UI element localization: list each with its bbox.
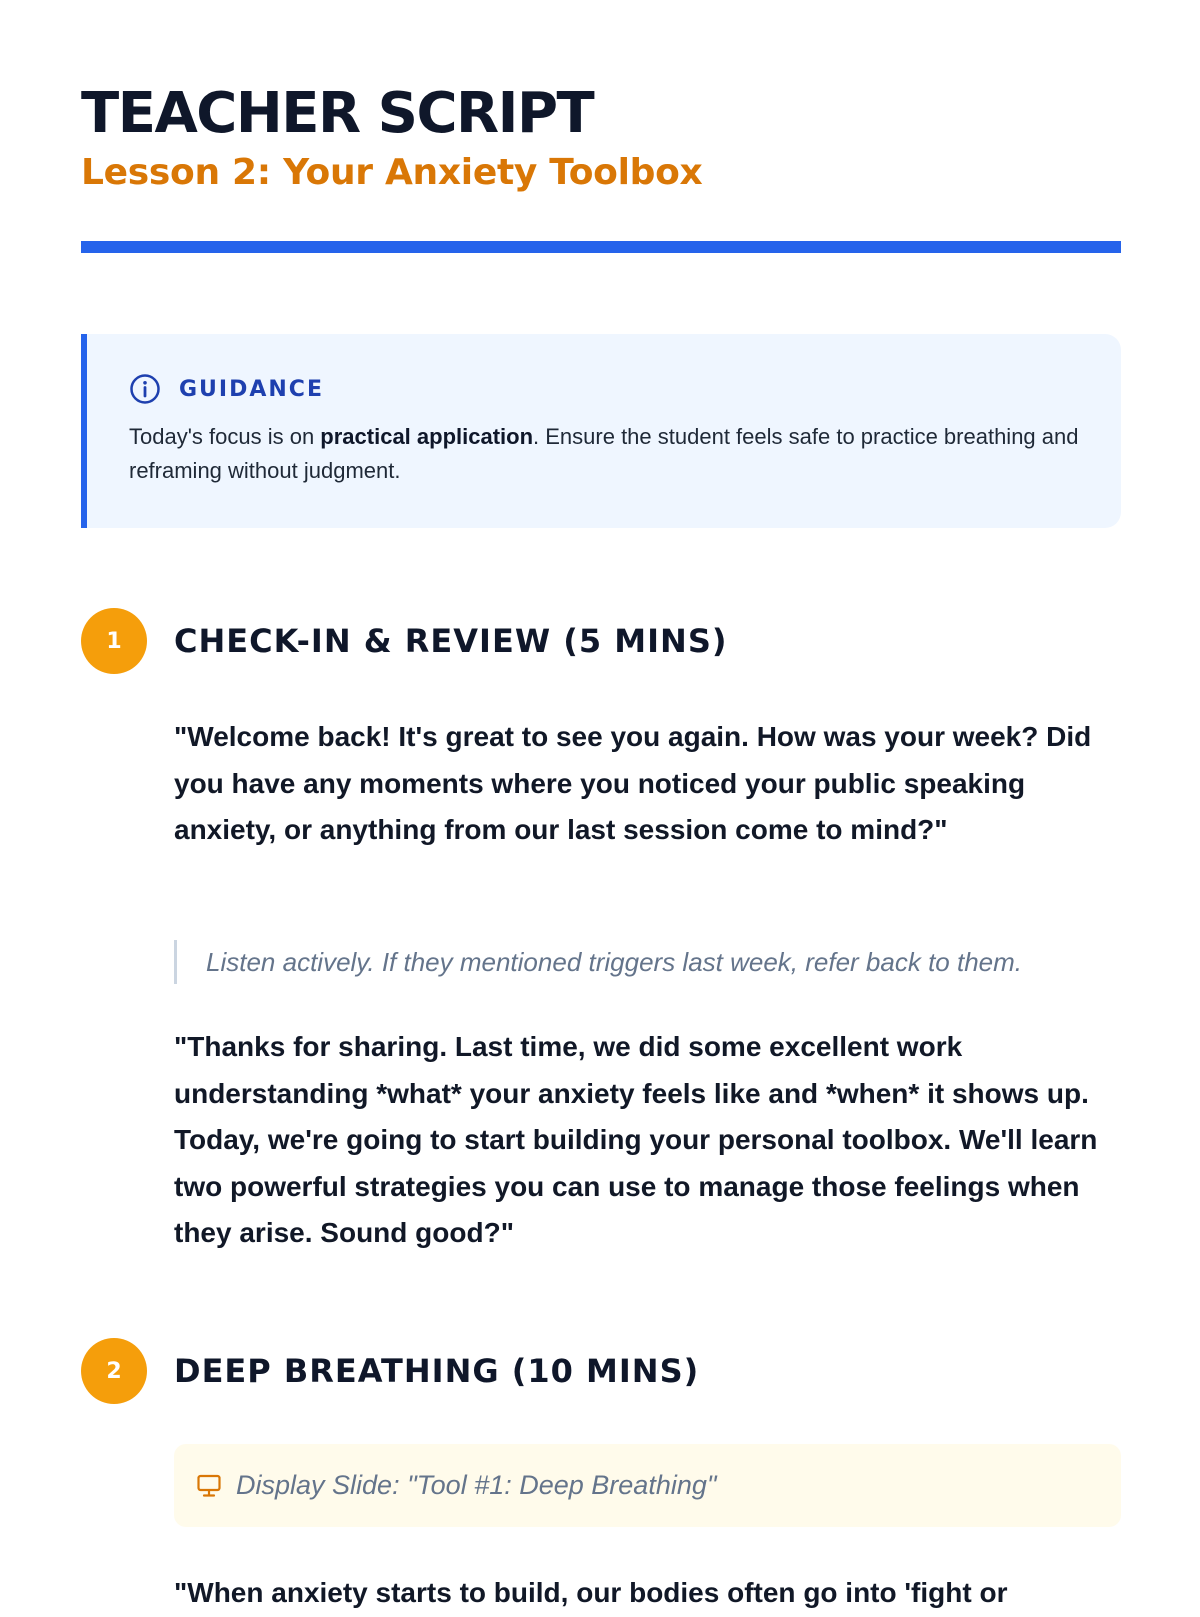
info-icon	[129, 373, 161, 405]
title-divider	[81, 241, 1121, 253]
teacher-note	[174, 940, 1022, 984]
teacher-script-text: "When anxiety starts to build, our bodies often go into 'fight or	[174, 1577, 1008, 1608]
page-title: TEACHER SCRIPT	[81, 81, 594, 146]
step-number-badge: 1	[81, 608, 147, 674]
monitor-icon	[196, 1473, 222, 1499]
teacher-script-text: "Thanks for sharing. Last time, we did some excellent work understanding *what* your anxiety feels like and *when* it shows up. Today, we're going to start building your personal toolbox. We'll learn two powerful strategies you can use to manage those feelings when they arise. Sound good?"	[174, 1031, 1098, 1248]
guidance-label: GUIDANCE	[179, 376, 324, 402]
section-title: DEEP BREATHING (10 MINS)	[174, 1352, 700, 1390]
guidance-header	[129, 373, 324, 405]
lesson-subtitle: Lesson 2: Your Anxiety Toolbox	[81, 152, 703, 193]
guidance-callout	[81, 334, 1121, 528]
slide-cue	[174, 1444, 1121, 1527]
guidance-text-emphasis: practical application	[320, 424, 534, 449]
teacher-script-text: "Welcome back! It's great to see you again. How was your week? Did you have any moments where you noticed your public speaking anxiety, or anything from our last session come to mind?"	[174, 721, 1092, 845]
section-title: CHECK-IN & REVIEW (5 MINS)	[174, 622, 728, 660]
guidance-text-end: . Ensure the student feels safe to practice breathing and reframing without judgment.	[129, 424, 1079, 483]
slide-cue-text: Display Slide: "Tool #1: Deep Breathing"	[236, 1470, 717, 1500]
guidance-text	[129, 420, 1089, 488]
teacher-note-text: Listen actively. If they mentioned triggers last week, refer back to them.	[206, 946, 1023, 977]
guidance-text-start: Today's focus is on	[129, 424, 321, 449]
step-number-badge: 2	[81, 1338, 147, 1404]
